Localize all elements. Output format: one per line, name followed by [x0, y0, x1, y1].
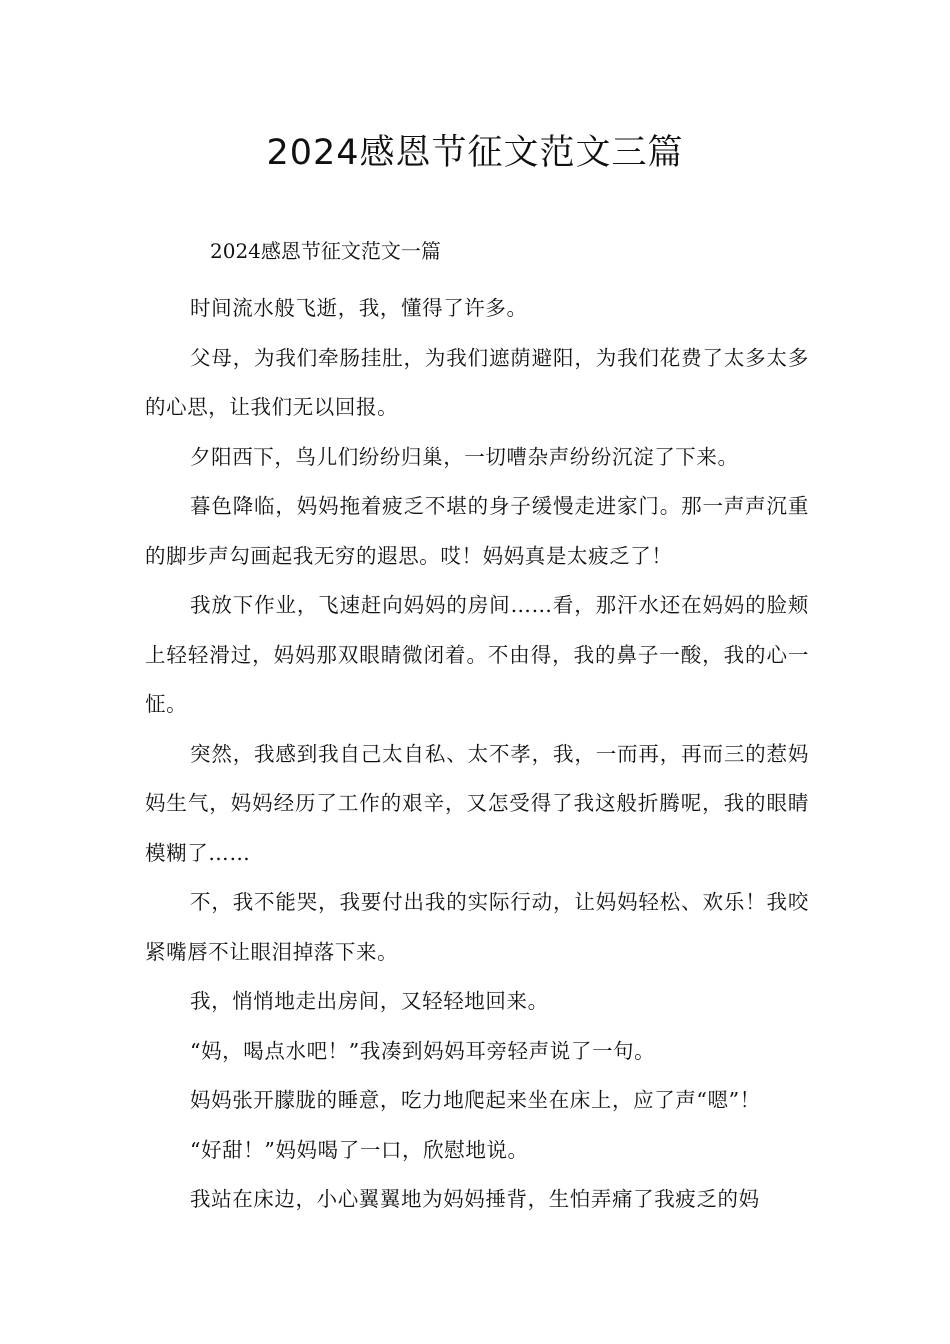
paragraph: 时间流水般飞逝，我，懂得了许多。 [190, 296, 528, 320]
section-title: 2024感恩节征文范文一篇 [210, 239, 441, 263]
document-title: 2024感恩节征文范文三篇 [266, 133, 684, 173]
paragraph: 妈妈张开朦胧的睡意，吃力地爬起来坐在床上，应了声“嗯”！ [190, 1088, 761, 1112]
paragraph: 我站在床边，小心翼翼地为妈妈捶背，生怕弄痛了我疲乏的妈 [190, 1187, 760, 1211]
document-body [145, 284, 809, 1225]
paragraph: 父母，为我们牵肠挂肚，为我们遮荫避阳，为我们花费了太多太多的心思，让我们无以回报。 [145, 345, 809, 419]
paragraph: 暮色降临，妈妈拖着疲乏不堪的身子缓慢走进家门。那一声声沉重的脚步声勾画起我无穷的遐思。哎！妈妈真是太疲乏了！ [145, 494, 809, 568]
paragraph: 突然，我感到我自己太自私、太不孝，我，一而再，再而三的惹妈妈生气，妈妈经历了工作的艰辛，又怎受得了我这般折腾呢，我的眼睛模糊了…… [145, 741, 809, 865]
paragraph: “妈，喝点水吧！”我凑到妈妈耳旁轻声说了一句。 [190, 1038, 656, 1063]
paragraph: 夕阳西下，鸟儿们纷纷归巢，一切嘈杂声纷纷沉淀了下来。 [190, 444, 739, 469]
paragraph: 我，悄悄地走出房间，又轻轻地回来。 [190, 989, 549, 1013]
paragraph: 我放下作业，飞速赶向妈妈的房间……看，那汗水还在妈妈的脸颊上轻轻滑过，妈妈那双眼睛微闭着。不由得，我的鼻子一酸，我的心一怔。 [145, 593, 809, 716]
paragraph: 不，我不能哭，我要付出我的实际行动，让妈妈轻松、欢乐！我咬紧嘴唇不让眼泪掉落下来。 [145, 890, 809, 964]
paragraph: “好甜！”妈妈喝了一口，欣慰地说。 [190, 1137, 529, 1162]
